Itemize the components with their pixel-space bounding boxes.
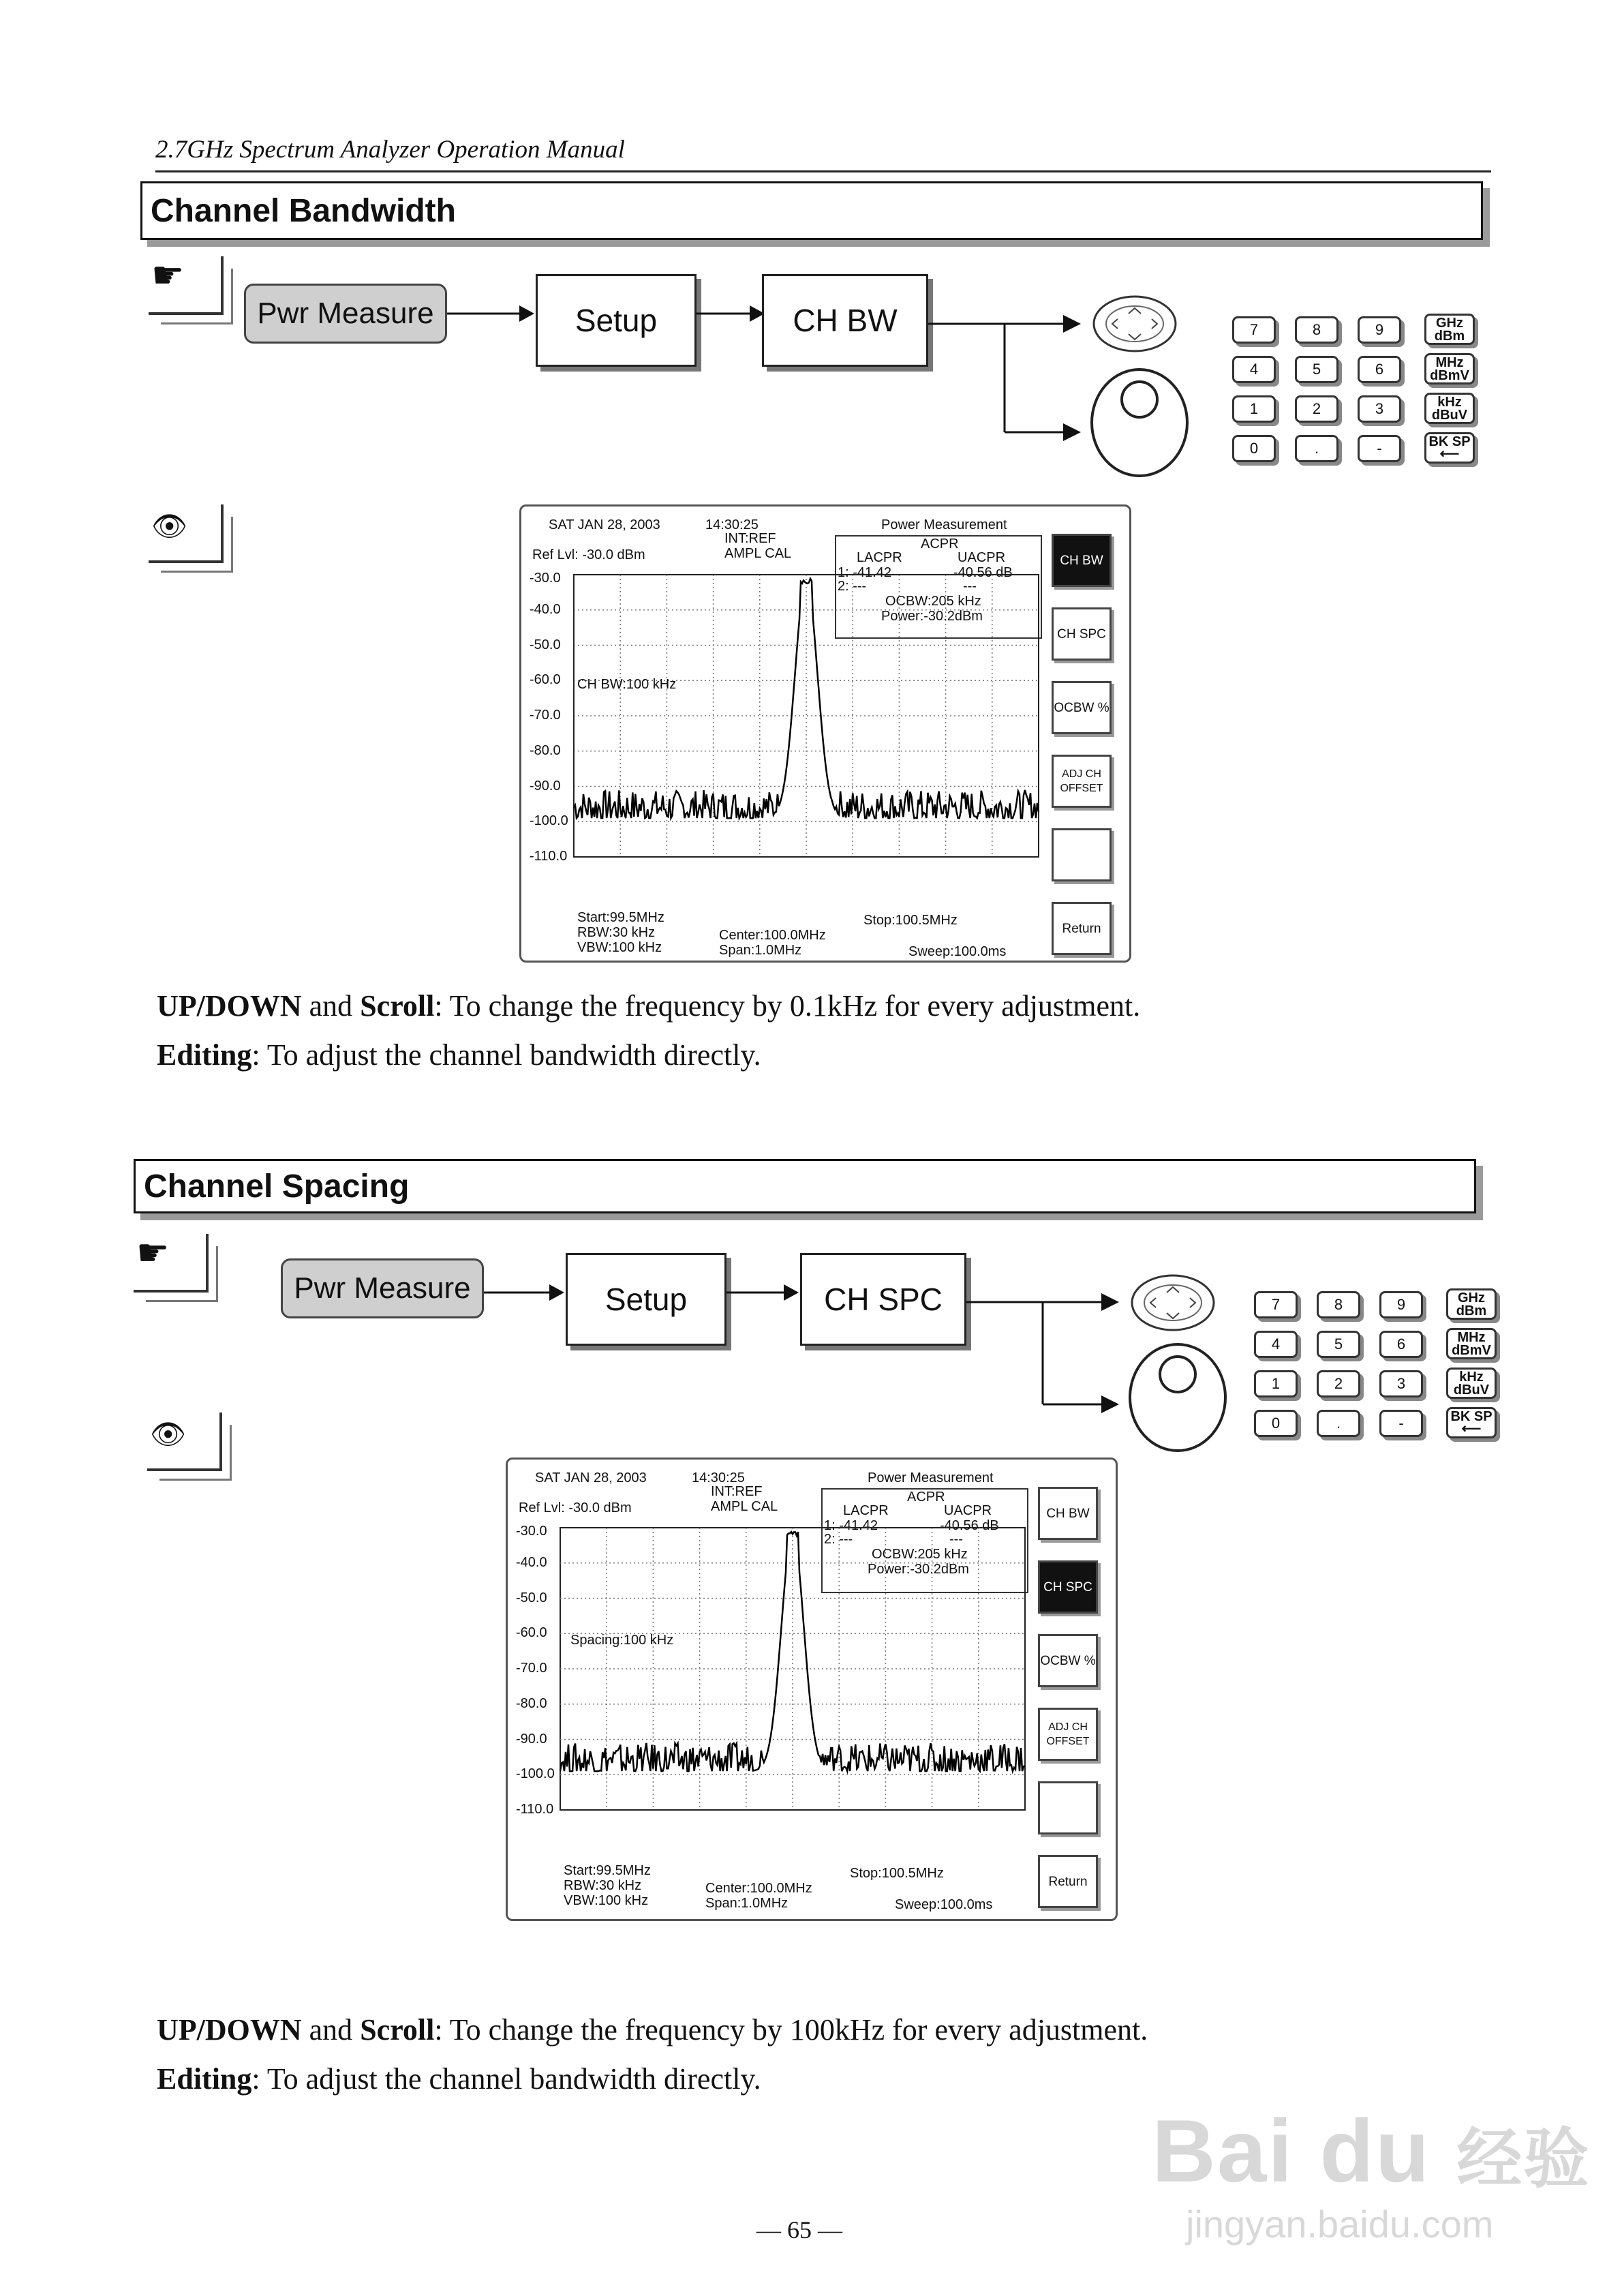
power-measurement-title: Power Measurement [868, 1470, 994, 1485]
y-tick-label: -50.0 [530, 637, 561, 652]
backspace-key[interactable]: BK SP ⟵ [1446, 1407, 1497, 1438]
stop-freq: Stop:100.5MHz [863, 913, 958, 928]
screen-int-ref: INT:REF [724, 531, 776, 546]
trace-annotation: Spacing:100 kHz [570, 1633, 674, 1648]
eye-icon: 👁 [151, 510, 188, 542]
softkey-blank[interactable] [1038, 1781, 1098, 1834]
y-tick-label: -100.0 [530, 813, 568, 829]
baidu-watermark-url: jingyan.baidu.com [1186, 2203, 1494, 2246]
analyzer-screen [519, 504, 1131, 963]
key-0[interactable]: 0 [1232, 435, 1276, 462]
header-rule [155, 170, 1491, 172]
analyzer-screen [506, 1457, 1118, 1921]
key-4[interactable]: 4 [1254, 1331, 1298, 1358]
screen-ampl-cal: AMPL CAL [711, 1499, 778, 1514]
y-tick-label: -60.0 [516, 1625, 547, 1641]
unit-key-mhz-dbmv[interactable]: MHz dBmV [1424, 353, 1475, 384]
key-9[interactable]: 9 [1379, 1291, 1423, 1318]
key-3[interactable]: 3 [1379, 1370, 1423, 1398]
screen-int-ref: INT:REF [711, 1484, 763, 1499]
flow-arrow [484, 1279, 566, 1306]
key-6[interactable]: 6 [1358, 356, 1401, 383]
softkey-return[interactable]: Return [1052, 902, 1112, 955]
setup-softkey[interactable]: Setup [566, 1253, 726, 1346]
softkey-adj-ch-offset[interactable]: ADJ CH OFFSET [1038, 1708, 1098, 1761]
branch-arrows [966, 1279, 1123, 1422]
key-5[interactable]: 5 [1295, 356, 1338, 383]
screen-ref-level: Ref Lvl: -30.0 dBm [519, 1500, 632, 1515]
scroll-knob-icon[interactable] [1126, 1340, 1228, 1456]
screen-ref-level: Ref Lvl: -30.0 dBm [532, 547, 645, 562]
vbw-value: VBW:100 kHz [577, 940, 662, 955]
softkey-ocbw[interactable]: OCBW % [1052, 681, 1112, 734]
pwr-measure-key[interactable]: Pwr Measure [244, 284, 447, 344]
unit-key-khz-dbuv[interactable]: kHz dBuV [1424, 393, 1475, 424]
y-tick-label: -70.0 [516, 1661, 547, 1676]
y-tick-label: -80.0 [516, 1695, 547, 1711]
acpr-row2-lower: 2: --- [838, 579, 867, 594]
key-minus[interactable]: - [1358, 435, 1401, 462]
key-dot[interactable]: . [1295, 435, 1338, 462]
screen-date: SAT JAN 28, 2003 [549, 517, 660, 532]
key-dot[interactable]: . [1317, 1410, 1360, 1437]
spectrum-plot [560, 1521, 1027, 1818]
screen-time: 14:30:25 [705, 517, 759, 532]
key-1[interactable]: 1 [1232, 395, 1276, 423]
softkey-ocbw[interactable]: OCBW % [1038, 1634, 1098, 1687]
softkey-ch-bw[interactable]: CH BW [1052, 534, 1112, 587]
key-8[interactable]: 8 [1317, 1291, 1360, 1318]
ch-spc-softkey[interactable]: CH SPC [800, 1253, 966, 1346]
eye-frame [147, 1413, 222, 1471]
softkey-ch-spc[interactable]: CH SPC [1038, 1560, 1098, 1614]
y-tick-label: -30.0 [516, 1524, 547, 1539]
description-line-1: UP/DOWN and Scroll: To change the frequency by 0.1kHz for every adjustment. [157, 989, 1141, 1023]
backspace-arrow-icon: ⟵ [1461, 1421, 1482, 1436]
acpr-label: ACPR [907, 1490, 945, 1505]
acpr-row1-lower: 1: -41.42 [838, 565, 891, 580]
start-freq: Start:99.5MHz [564, 1863, 651, 1878]
sweep-time: Sweep:100.0ms [895, 1897, 993, 1912]
flow-arrow [447, 300, 536, 327]
pointer-frame [149, 256, 224, 315]
key-4[interactable]: 4 [1232, 356, 1276, 383]
key-8[interactable]: 8 [1295, 316, 1338, 344]
section-title-channel-spacing: Channel Spacing [134, 1159, 1476, 1213]
rbw-value: RBW:30 kHz [577, 925, 656, 940]
y-tick-label: -110.0 [530, 849, 568, 864]
sweep-time: Sweep:100.0ms [908, 944, 1007, 959]
acpr-row2-upper: --- [949, 1532, 963, 1547]
unit-key-khz-dbuv[interactable]: kHz dBuV [1446, 1368, 1497, 1399]
key-0[interactable]: 0 [1254, 1410, 1298, 1437]
unit-key-ghz-dbm[interactable]: GHz dBm [1424, 314, 1475, 345]
key-2[interactable]: 2 [1295, 395, 1338, 423]
description-line-2: Editing: To adjust the channel bandwidth directly. [157, 1038, 761, 1072]
flow-arrow [726, 1279, 801, 1306]
span-value: Span:1.0MHz [705, 1896, 789, 1911]
key-6[interactable]: 6 [1379, 1331, 1423, 1358]
softkey-ch-spc[interactable]: CH SPC [1052, 607, 1112, 661]
baidu-watermark-logo: Bai du 经验 [1152, 2101, 1591, 2201]
pwr-measure-key[interactable]: Pwr Measure [281, 1258, 484, 1318]
lacpr-label: LACPR [857, 550, 902, 565]
key-3[interactable]: 3 [1358, 395, 1401, 423]
center-freq: Center:100.0MHz [705, 1881, 812, 1896]
arrow-keys-icon[interactable] [1090, 293, 1179, 354]
softkey-return[interactable]: Return [1038, 1855, 1098, 1908]
y-tick-label: -40.0 [516, 1554, 547, 1570]
y-tick-label: -60.0 [530, 672, 561, 688]
acpr-row2-lower: 2: --- [824, 1532, 853, 1547]
power-measurement-title: Power Measurement [881, 517, 1007, 532]
y-tick-label: -30.0 [530, 571, 561, 586]
key-minus[interactable]: - [1379, 1410, 1423, 1437]
lacpr-label: LACPR [843, 1503, 889, 1518]
pointer-frame [134, 1234, 209, 1293]
unit-key-mhz-dbmv[interactable]: MHz dBmV [1446, 1328, 1497, 1359]
branch-arrows [928, 300, 1085, 450]
span-value: Span:1.0MHz [719, 943, 802, 958]
screen-time: 14:30:25 [692, 1470, 745, 1485]
softkey-ch-bw[interactable]: CH BW [1038, 1487, 1098, 1540]
acpr-label: ACPR [921, 537, 959, 552]
power-value: Power:-30.2dBm [881, 609, 983, 624]
acpr-row1-upper: -40.56 dB [940, 1518, 999, 1533]
description-line-2: Editing: To adjust the channel bandwidth directly. [157, 2062, 761, 2096]
y-tick-label: -80.0 [530, 742, 561, 758]
key-1[interactable]: 1 [1254, 1370, 1298, 1398]
vbw-value: VBW:100 kHz [564, 1893, 649, 1908]
arrow-keys-icon[interactable] [1129, 1272, 1217, 1333]
key-9[interactable]: 9 [1358, 316, 1401, 344]
trace-annotation: CH BW:100 kHz [577, 677, 677, 692]
page-number: — 65 — [756, 2216, 842, 2244]
unit-key-ghz-dbm[interactable]: GHz dBm [1446, 1288, 1497, 1320]
acpr-row2-upper: --- [963, 579, 977, 594]
pointing-hand-icon: ☛ [151, 255, 185, 296]
acpr-row1-upper: -40.56 dB [953, 565, 1013, 580]
key-7[interactable]: 7 [1232, 316, 1276, 344]
flow-arrow [697, 300, 765, 327]
y-tick-label: -50.0 [516, 1590, 547, 1605]
screen-date: SAT JAN 28, 2003 [535, 1470, 647, 1485]
softkey-blank[interactable] [1052, 828, 1112, 881]
ocbw-value: OCBW:205 kHz [885, 594, 981, 609]
eye-frame [149, 504, 224, 563]
description-line-1: UP/DOWN and Scroll: To change the frequency by 100kHz for every adjustment. [157, 2013, 1148, 2046]
softkey-adj-ch-offset[interactable]: ADJ CH OFFSET [1052, 755, 1112, 808]
screen-ampl-cal: AMPL CAL [724, 546, 792, 561]
center-freq: Center:100.0MHz [719, 928, 826, 943]
spectrum-plot [573, 568, 1041, 865]
stop-freq: Stop:100.5MHz [850, 1866, 944, 1881]
key-2[interactable]: 2 [1317, 1370, 1360, 1398]
rbw-value: RBW:30 kHz [564, 1878, 642, 1893]
backspace-arrow-icon: ⟵ [1439, 447, 1460, 462]
manual-header: 2.7GHz Spectrum Analyzer Operation Manual [155, 136, 625, 164]
ch-bw-softkey[interactable]: CH BW [762, 274, 928, 367]
backspace-key[interactable]: BK SP ⟵ [1424, 432, 1475, 464]
acpr-row1-lower: 1: -41.42 [824, 1518, 878, 1533]
power-value: Power:-30.2dBm [868, 1562, 969, 1577]
y-tick-label: -90.0 [530, 778, 561, 794]
uacpr-label: UACPR [944, 1503, 992, 1518]
key-5[interactable]: 5 [1317, 1331, 1360, 1358]
uacpr-label: UACPR [958, 550, 1006, 565]
start-freq: Start:99.5MHz [577, 910, 664, 925]
setup-softkey[interactable]: Setup [536, 274, 697, 367]
scroll-knob-icon[interactable] [1088, 365, 1190, 481]
y-tick-label: -70.0 [530, 708, 561, 723]
y-tick-label: -110.0 [516, 1802, 554, 1817]
key-7[interactable]: 7 [1254, 1291, 1298, 1318]
ocbw-value: OCBW:205 kHz [872, 1547, 968, 1562]
pointing-hand-icon: ☛ [136, 1233, 170, 1273]
eye-icon: 👁 [150, 1418, 187, 1450]
y-tick-label: -40.0 [530, 601, 561, 617]
y-tick-label: -100.0 [516, 1766, 555, 1782]
section-title-channel-bandwidth: Channel Bandwidth [140, 181, 1483, 240]
y-tick-label: -90.0 [516, 1731, 547, 1747]
